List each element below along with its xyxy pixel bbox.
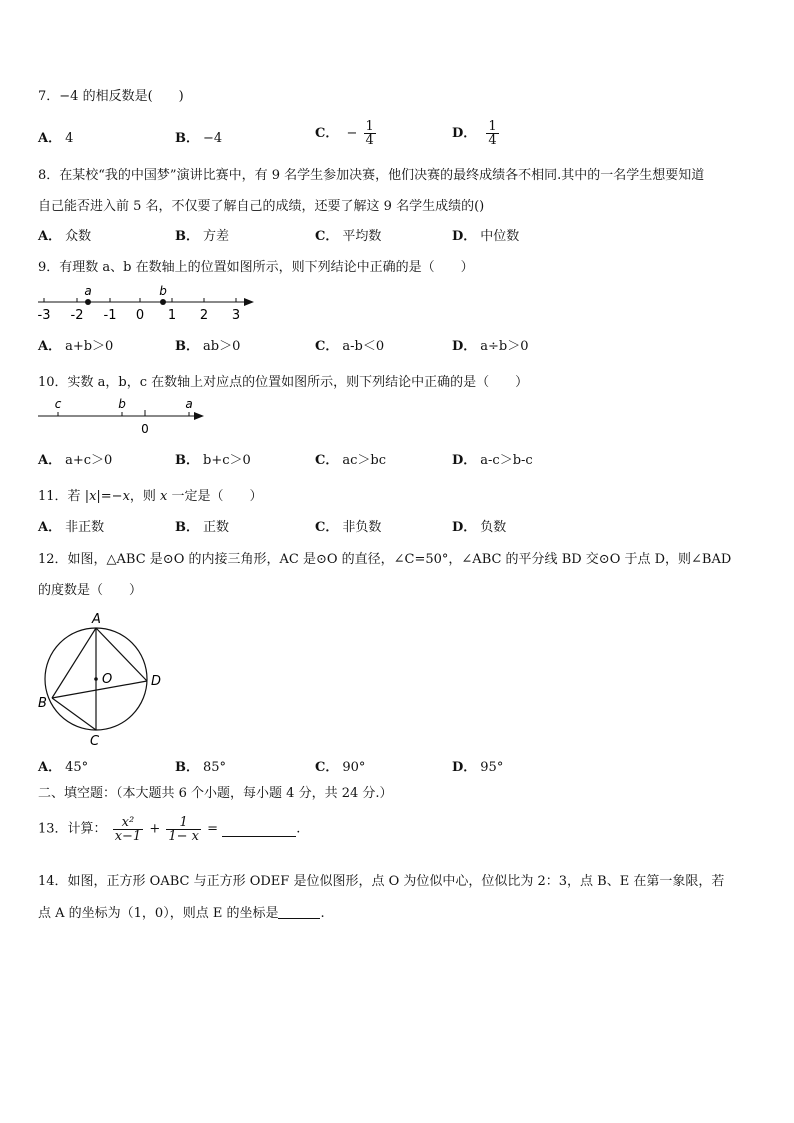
q10-label-b: b [118, 397, 126, 411]
q8-option-c: C． 平均数 [315, 229, 382, 244]
q9-tick-label: 3 [231, 308, 241, 323]
q9-tick-label: 2 [199, 308, 209, 323]
q8-stem-line1: 8．在某校“我的中国梦”演讲比赛中，有 9 名学生参加决赛，他们决赛的最终成绩各不相同.其中的一名学生想要知道 [38, 168, 705, 183]
q8-stem-line2: 自己能否进入前 5 名，不仅要了解自己的成绩，还要了解这 9 名学生成绩的() [38, 199, 485, 214]
q9-ticks [44, 298, 236, 302]
q9-option-c: C． a-b＜0 [315, 339, 385, 354]
q12-chord-bd [52, 681, 147, 698]
q11-stem: 11．若 |x|=−x，则 x 一定是（ ） [38, 489, 263, 504]
section-fill-in-heading: 二、填空题：（本大题共 6 个小题，每小题 4 分，共 24 分.） [38, 786, 393, 801]
q10-option-a: A． a+c＞0 [38, 453, 113, 468]
q9-label-a: a [84, 284, 92, 298]
q9-point-a [85, 299, 91, 305]
q10-axis-arrow [194, 412, 204, 420]
q9-label-b: b [159, 284, 167, 298]
q10-stem: 10．实数 a，b，c 在数轴上对应点的位置如图所示，则下列结论中正确的是（ ） [38, 375, 529, 390]
q12-label-b: B [38, 696, 47, 711]
q8-option-b: B． 方差 [175, 229, 230, 244]
q12-option-a: A． 45° [38, 760, 89, 775]
q11-option-c: C． 非负数 [315, 520, 382, 535]
q9-option-a: A． a+b＞0 [38, 339, 114, 354]
q14-answer-blank[interactable] [278, 904, 320, 919]
q12-stem-line1: 12．如图，△ABC 是⊙O 的内接三角形，AC 是⊙O 的直径，∠C=50°，∠ABC 的平分线 BD 交⊙O 于点 D，则∠BAD [38, 552, 732, 567]
q9-option-b: B． ab＞0 [175, 339, 241, 354]
q12-label-d: D [151, 674, 162, 689]
q9-stem: 9．有理数 a、b 在数轴上的位置如图所示，则下列结论中正确的是（ ） [38, 260, 474, 275]
q13-stem: 13．计算： $\frac{\text{x²}}{x-1}$ + $\frac{1}{1- x}$ = . [38, 815, 301, 844]
q12-label-a: A [92, 612, 101, 627]
q12-center-dot [94, 677, 98, 681]
q10-label-zero: 0 [141, 422, 149, 436]
q12-option-b: B． 85° [175, 760, 227, 775]
q7-option-a: A． 4 [38, 131, 74, 146]
q8-option-d: D． 中位数 [452, 229, 520, 244]
q10-option-c: C． ac＞bc [315, 453, 386, 468]
q9-tick-label: -3 [37, 308, 51, 323]
q10-label-c: c [54, 397, 62, 411]
q12-circle-figure [34, 608, 174, 750]
q10-number-line [34, 396, 210, 438]
q12-side-ab [52, 628, 96, 698]
q11-option-b: B． 正数 [175, 520, 230, 535]
q7-c-fraction: $\frac{1}{4}$ [365, 119, 374, 148]
q11-variable: x [160, 489, 168, 504]
q12-label-c: C [90, 734, 100, 749]
q12-option-d: D． 95° [452, 760, 504, 775]
q14-stem-line1: 14．如图，正方形 OABC 与正方形 ODEF 是位似图形，点 O 为位似中心，位似比为 2：3，点 B、E 在第一象限，若 [38, 874, 725, 889]
q10-option-d: D． a-c＞b-c [452, 453, 533, 468]
q11-equation: |x|=−x [84, 489, 130, 504]
q10-label-a: a [185, 397, 193, 411]
q7-d-fraction: $\frac{1}{4}$ [488, 119, 497, 148]
q7-option-b: B． −4 [175, 131, 223, 146]
q7-stem: 7．−4 的相反数是( ) [38, 89, 184, 104]
q9-tick-label: -2 [70, 308, 84, 323]
q12-label-o: O [102, 672, 113, 687]
q9-axis-arrow [244, 298, 254, 306]
q9-number-line [34, 282, 258, 326]
q13-fraction-2: $\frac{1}{1- x}$ [168, 815, 200, 844]
q13-answer-blank[interactable] [222, 822, 296, 837]
q10-option-b: B． b+c＞0 [175, 453, 251, 468]
q14-stem-line2: 点 A 的坐标为（1，0），则点 E 的坐标是 . [38, 906, 325, 921]
q11-option-a: A． 非正数 [38, 520, 105, 535]
q9-tick-label: 0 [135, 308, 145, 323]
q12-option-c: C． 90° [315, 760, 366, 775]
q12-stem-line2: 的度数是（ ） [38, 583, 143, 598]
q9-tick-label: -1 [103, 308, 117, 323]
q9-option-d: D． a÷b＞0 [452, 339, 529, 354]
q9-tick-label: 1 [167, 308, 177, 323]
q13-fraction-1: $\frac{\text{x²}}{x-1}$ [114, 815, 142, 844]
q7-option-d: D． $\frac{1}{4}$ [452, 119, 497, 148]
q8-option-a: A． 众数 [38, 229, 92, 244]
q9-point-b [160, 299, 166, 305]
q7-option-c: C． − $\frac{1}{4}$ [315, 119, 374, 148]
q11-option-d: D． 负数 [452, 520, 507, 535]
